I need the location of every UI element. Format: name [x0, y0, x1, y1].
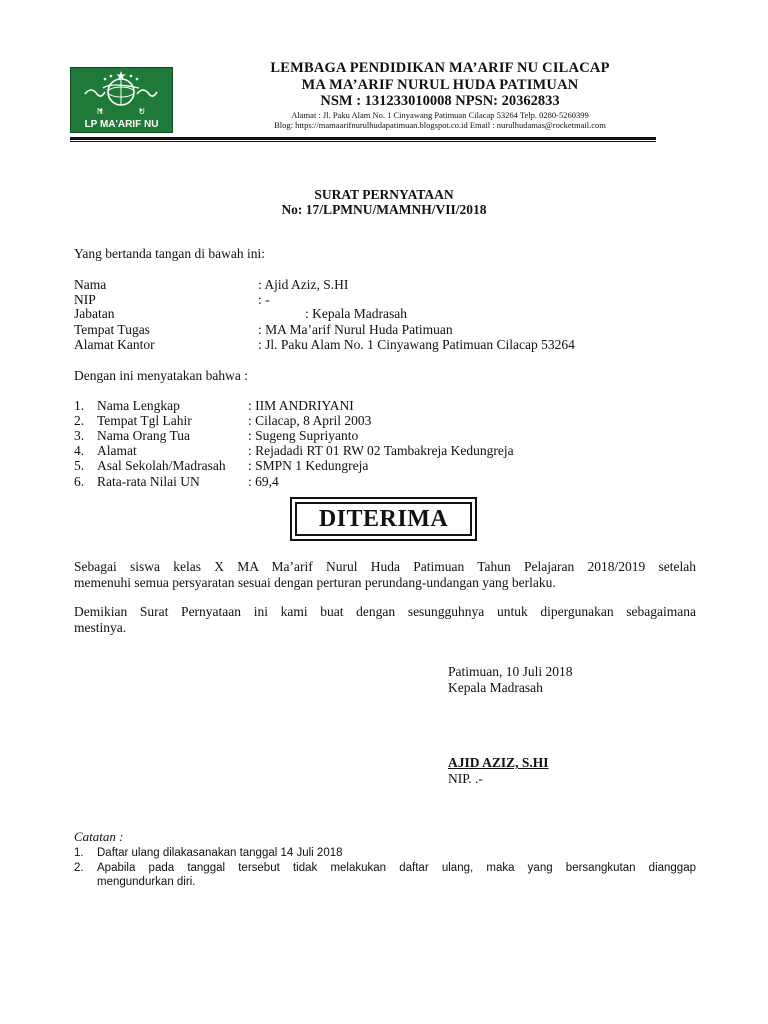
signer-value: : Ajid Aziz, S.HI [258, 277, 349, 292]
school-name: MA MA’ARIF NURUL HUDA PATIMUAN [301, 77, 579, 93]
student-label: Tempat Tgl Lahir [97, 413, 192, 428]
student-value: : SMPN 1 Kedungreja [248, 458, 369, 473]
note-number: 1. [74, 847, 84, 859]
student-value: : Sugeng Supriyanto [248, 428, 359, 443]
place-date: Patimuan, 10 Juli 2018 [448, 664, 573, 679]
row-number: 1. [74, 398, 85, 413]
signer-label: Nama [74, 277, 107, 292]
paragraph-line: Sebagai siswa kelas X MA Ma’arif Nurul Huda Patimuan Tahun Pelajaran 2018/2019 setelah [74, 559, 696, 574]
document-number: No: 17/LPMNU/MAMNH/VII/2018 [281, 202, 487, 217]
statement-intro: Dengan ini menyatakan bahwa : [74, 368, 248, 383]
note-text: Apabila pada tanggal tersebut tidak melakukan daftar ulang, maka yang bersangkutan dianggap [97, 862, 696, 874]
note-text: mengundurkan diri. [97, 876, 196, 888]
document-title: SURAT PERNYATAAN [314, 187, 454, 202]
note-number: 2. [74, 862, 84, 874]
note-item [74, 846, 696, 860]
signer-value: : Jl. Paku Alam No. 1 Cinyawang Patimuan Cilacap 53264 [258, 337, 575, 352]
row-number: 6. [74, 474, 85, 489]
row-number: 5. [74, 458, 85, 473]
row-number: 2. [74, 413, 85, 428]
logo-label: LP MA'ARIF NU [84, 119, 159, 130]
stamp-text: DITERIMA [295, 502, 472, 536]
student-value: : Cilacap, 8 April 2003 [248, 413, 372, 428]
row-number: 3. [74, 428, 85, 443]
student-label: Alamat [97, 443, 137, 458]
signer-nip: NIP. .- [448, 771, 483, 786]
institution-name: LEMBAGA PENDIDIKAN MA’ARIF NU CILACAP [270, 60, 610, 76]
header-rule-thin [70, 141, 656, 142]
school-ids: NSM : 131233010008 NPSN: 20362833 [320, 93, 560, 109]
school-address: Alamat : Jl. Paku Alam No. 1 Cinyawang Patimuan Cilacap 53264 Telp. 0280-5260399 [291, 110, 589, 120]
intro-text: Yang bertanda tangan di bawah ini: [74, 246, 265, 261]
note-item [74, 861, 696, 889]
paragraph-line: mestinya. [74, 620, 127, 635]
note-text: Daftar ulang dilakasanakan tanggal 14 Juli 2018 [97, 847, 343, 859]
signer-value: : Kepala Madrasah [305, 306, 407, 321]
paragraph-line: memenuhi semua persyaratan sesuai dengan perturan perundang-undangan yang berlaku. [74, 575, 556, 590]
lp-maarif-nu-logo [70, 67, 173, 133]
signer-label: Jabatan [74, 306, 115, 321]
signer-name: AJID AZIZ, S.HI [448, 755, 549, 770]
nu-emblem-icon [71, 68, 172, 118]
svg-text:U: U [139, 107, 145, 116]
student-label: Nama Lengkap [97, 398, 180, 413]
signer-label: Tempat Tugas [74, 322, 150, 337]
student-label: Nama Orang Tua [97, 428, 190, 443]
signer-label: Alamat Kantor [74, 337, 155, 352]
signer-position: Kepala Madrasah [448, 680, 543, 695]
signer-label: NIP [74, 292, 96, 307]
header-rule-thick [70, 137, 656, 140]
student-value: : Rejadadi RT 01 RW 02 Tambakreja Kedungreja [248, 443, 514, 458]
paragraph-class-info [74, 559, 696, 591]
student-label: Rata-rata Nilai UN [97, 474, 200, 489]
paragraph-line: Demikian Surat Pernyataan ini kami buat dengan sesungguhnya untuk dipergunakan sebagaimana [74, 604, 696, 619]
signer-value: : MA Ma’arif Nurul Huda Patimuan [258, 322, 453, 337]
student-value: : IIM ANDRIYANI [248, 398, 354, 413]
school-contact: Blog: https://mamaarifnurulhudapatimuan.blogspot.co.id Email : nurulhudamas@rocketmail.com [274, 120, 606, 130]
svg-text:N: N [97, 107, 103, 116]
paragraph-closing [74, 604, 696, 636]
notes-heading: Catatan : [74, 829, 124, 844]
accepted-stamp [290, 497, 477, 541]
signer-value: : - [258, 292, 270, 307]
row-number: 4. [74, 443, 85, 458]
student-value: : 69,4 [248, 474, 279, 489]
student-label: Asal Sekolah/Madrasah [97, 458, 226, 473]
